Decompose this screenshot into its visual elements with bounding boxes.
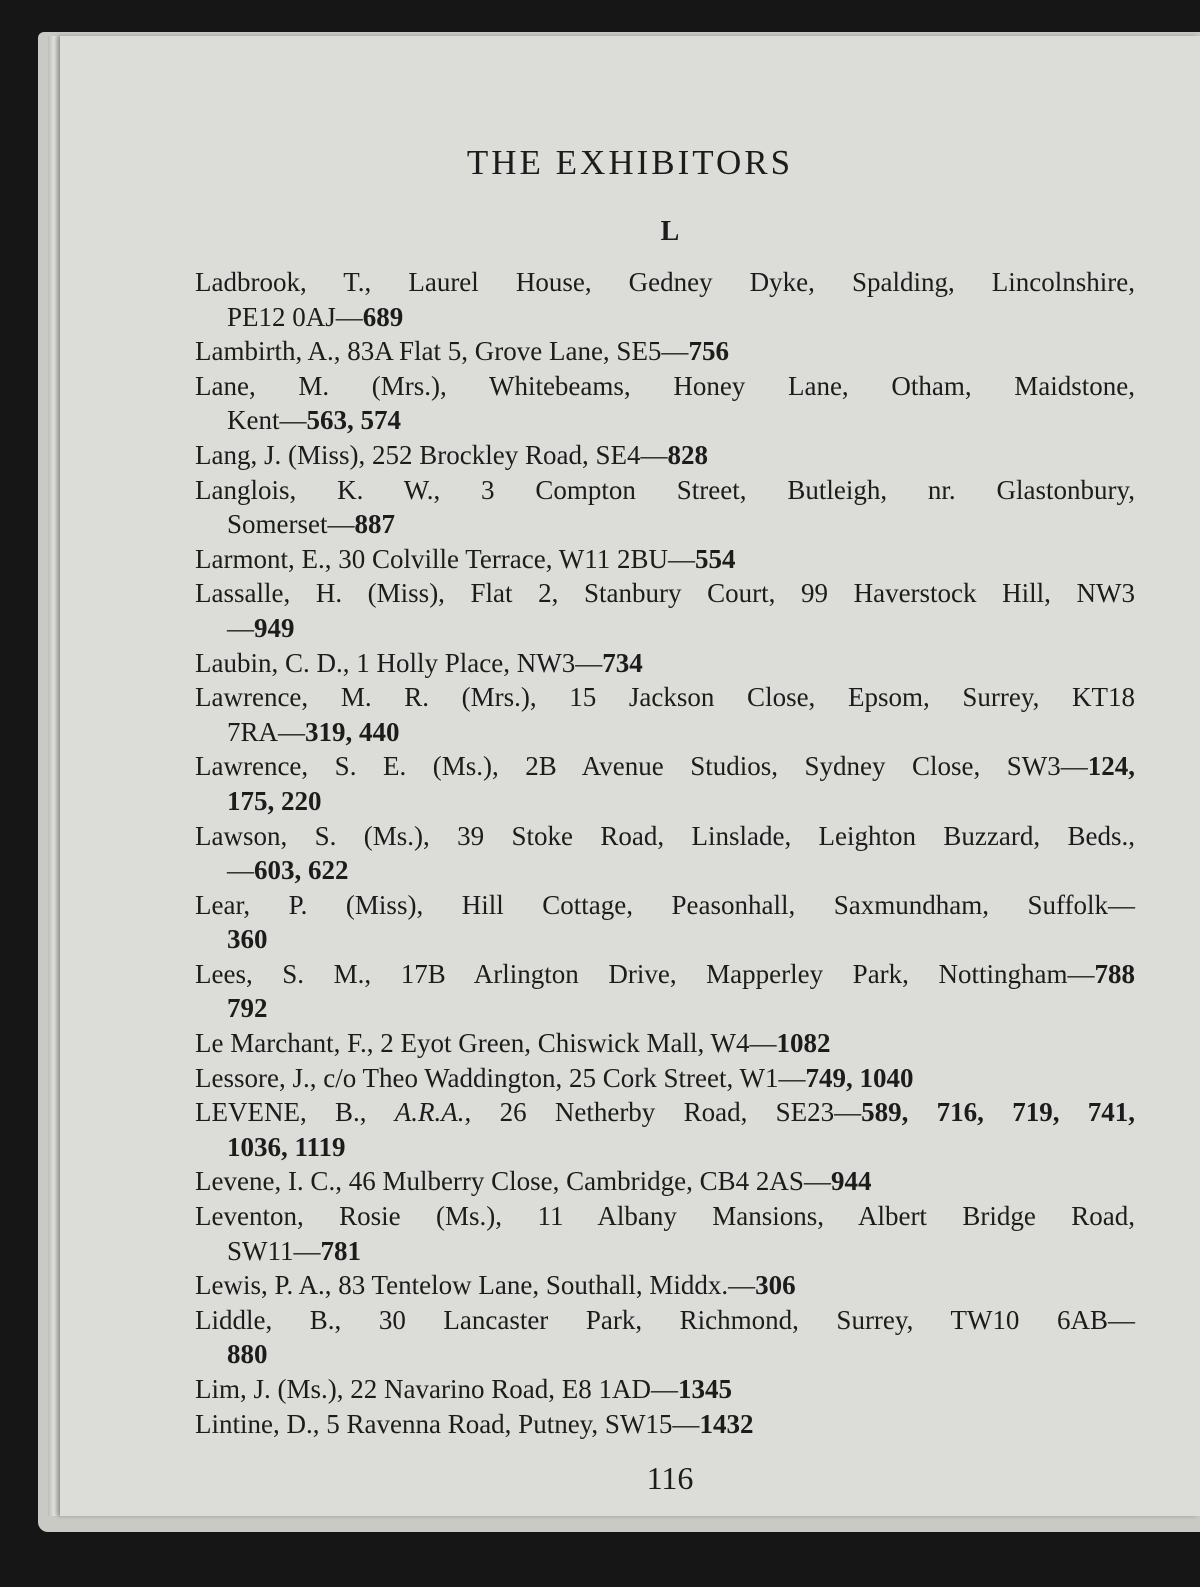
exhibitor-name: LEVENE, B.,	[195, 1097, 395, 1128]
catalogue-numbers: 589, 716, 719, 741,	[861, 1097, 1135, 1128]
entry-address: Lintine, D., 5 Ravenna Road, Putney, SW15—	[195, 1408, 700, 1439]
catalogue-numbers: 689	[362, 301, 404, 332]
entry-address: Ladbrook, T., Laurel House, Gedney Dyke, Spalding, Lincolnshire,	[195, 267, 1135, 297]
catalogue-numbers: 781	[320, 1235, 361, 1266]
entry-address: Larmont, E., 30 Colville Terrace, W11 2BU—	[195, 543, 696, 574]
entry-continuation-line	[195, 300, 1135, 335]
catalogue-numbers: 734	[602, 647, 643, 678]
exhibitor-entry	[195, 473, 1135, 542]
catalogue-numbers: 554	[695, 543, 736, 574]
entry-line	[195, 749, 1135, 784]
entry-address: Lawrence, S. E. (Ms.), 2B Avenue Studios, Sydney Close, SW3—	[195, 751, 1088, 782]
catalogue-numbers: 306	[755, 1270, 796, 1301]
exhibitor-entry	[195, 1026, 1135, 1061]
entry-line	[195, 473, 1135, 508]
entry-line	[195, 576, 1135, 611]
entry-line	[195, 1095, 1135, 1130]
section-letter: L	[660, 216, 680, 247]
entry-address: Lawrence, M. R. (Mrs.), 15 Jackson Close, Epsom, Surrey, KT18	[195, 682, 1135, 713]
catalogue-numbers: 124,	[1087, 751, 1135, 782]
entry-continuation-line	[195, 922, 1135, 957]
entry-address: SW11—	[227, 1235, 321, 1266]
entry-line	[195, 646, 1135, 681]
catalogue-numbers: 319, 440	[305, 716, 400, 747]
exhibitor-entry	[195, 576, 1135, 645]
catalogue-numbers: 944	[830, 1166, 872, 1197]
exhibitor-entry	[195, 646, 1135, 681]
exhibitor-list	[195, 265, 1135, 1441]
entry-address: Liddle, B., 30 Lancaster Park, Richmond, Surrey, TW10 6AB—	[195, 1304, 1135, 1335]
catalogue-numbers: 756	[688, 336, 729, 367]
entry-address: Lambirth, A., 83A Flat 5, Grove Lane, SE5—	[195, 336, 689, 367]
catalogue-numbers: 828	[667, 439, 708, 470]
entry-line	[195, 888, 1135, 923]
entry-address: Laubin, C. D., 1 Holly Place, NW3—	[195, 647, 603, 678]
catalogue-numbers: 788	[1094, 958, 1135, 989]
entry-address: Lane, M. (Mrs.), Whitebeams, Honey Lane, Otham, Maidstone,	[195, 370, 1135, 401]
entry-address: Lang, J. (Miss), 252 Brockley Road, SE4—	[195, 439, 668, 470]
entry-line	[195, 334, 1135, 369]
entry-address: Lewis, P. A., 83 Tentelow Lane, Southall, Middx.—	[195, 1270, 756, 1301]
catalogue-numbers: 1432	[699, 1408, 754, 1439]
exhibitor-entry	[195, 438, 1135, 473]
exhibitor-entry	[195, 819, 1135, 888]
entry-continuation-line	[195, 403, 1135, 438]
entry-line	[195, 1407, 1135, 1442]
entry-address: Lessore, J., c/o Theo Waddington, 25 Cork Street, W1—	[195, 1062, 806, 1093]
exhibitor-entry	[195, 1268, 1135, 1303]
exhibitor-entry	[195, 888, 1135, 957]
entry-address: Langlois, K. W., 3 Compton Street, Butleigh, nr. Glastonbury,	[195, 474, 1135, 505]
exhibitor-entry	[195, 957, 1135, 1026]
entry-address: Leventon, Rosie (Ms.), 11 Albany Mansions, Albert Bridge Road,	[195, 1201, 1135, 1232]
exhibitor-entry	[195, 1407, 1135, 1442]
page-header: THE EXHIBITORS	[466, 143, 794, 182]
entry-line	[195, 1268, 1135, 1303]
catalogue-numbers: 887	[354, 509, 395, 540]
entry-line	[195, 957, 1135, 992]
catalogue-numbers: 792	[227, 993, 268, 1024]
entry-address: —	[227, 855, 254, 886]
entry-address: Lear, P. (Miss), Hill Cottage, Peasonhall, Saxmundham, Suffolk—	[195, 889, 1135, 920]
entry-address: , 26 Netherby Road, SE23—	[464, 1097, 862, 1128]
catalogue-numbers: 603, 622	[254, 855, 349, 886]
entry-continuation-line	[195, 1130, 1135, 1165]
entry-address: PE12 0AJ—	[227, 301, 363, 332]
entry-address: 7RA—	[227, 716, 306, 747]
exhibitor-entry	[195, 334, 1135, 369]
entry-address: Somerset—	[227, 509, 355, 540]
entry-line	[195, 1026, 1135, 1061]
entry-address: Lees, S. M., 17B Arlington Drive, Mapperley Park, Nottingham—	[195, 958, 1095, 989]
entry-address: Lawson, S. (Ms.), 39 Stoke Road, Linslade, Leighton Buzzard, Beds.,	[195, 820, 1135, 851]
entry-line	[195, 1199, 1135, 1234]
entry-line	[195, 1164, 1135, 1199]
entry-continuation-line	[195, 715, 1135, 750]
exhibitor-entry	[195, 542, 1135, 577]
catalogue-numbers: 175, 220	[227, 785, 322, 816]
exhibitor-entry	[195, 1095, 1135, 1164]
exhibitor-entry	[195, 1372, 1135, 1407]
exhibitor-entry	[195, 1303, 1135, 1372]
catalogue-numbers: 949	[254, 612, 295, 643]
catalogue-numbers: 1036, 1119	[227, 1131, 346, 1162]
entry-line	[195, 1303, 1135, 1338]
exhibitor-entry	[195, 369, 1135, 438]
entry-line	[195, 542, 1135, 577]
exhibitor-entry	[195, 265, 1135, 334]
entry-address: Kent—	[227, 405, 307, 436]
exhibitor-entry	[195, 1199, 1135, 1268]
entry-continuation-line	[195, 991, 1135, 1026]
entry-continuation-line	[195, 1337, 1135, 1372]
entry-address: Levene, I. C., 46 Mulberry Close, Cambridge, CB4 2AS—	[195, 1166, 831, 1197]
entry-line	[195, 265, 1135, 300]
entry-line	[195, 1061, 1135, 1096]
exhibitor-entry	[195, 1164, 1135, 1199]
exhibitor-entry	[195, 1061, 1135, 1096]
exhibitor-entry	[195, 680, 1135, 749]
entry-continuation-line	[195, 611, 1135, 646]
catalogue-numbers: 360	[227, 924, 268, 955]
entry-address: Le Marchant, F., 2 Eyot Green, Chiswick Mall, W4—	[195, 1028, 777, 1059]
entry-line	[195, 1372, 1135, 1407]
catalogue-numbers: 1345	[677, 1374, 732, 1404]
catalogue-numbers: 749, 1040	[805, 1062, 914, 1093]
entry-address: Lim, J. (Ms.), 22 Navarino Road, E8 1AD—	[195, 1374, 678, 1404]
catalogue-numbers: 880	[227, 1339, 268, 1370]
entry-line	[195, 438, 1135, 473]
page-edge	[48, 36, 60, 1516]
entry-line	[195, 680, 1135, 715]
catalogue-numbers: 1082	[776, 1028, 831, 1059]
catalogue-numbers: 563, 574	[306, 405, 401, 436]
entry-continuation-line	[195, 1234, 1135, 1269]
entry-line	[195, 819, 1135, 854]
entry-continuation-line	[195, 853, 1135, 888]
entry-address: Lassalle, H. (Miss), Flat 2, Stanbury Court, 99 Haverstock Hill, NW3	[195, 578, 1135, 609]
exhibitor-entry	[195, 749, 1135, 818]
page-number: 116	[646, 1460, 694, 1496]
entry-continuation-line	[195, 507, 1135, 542]
entry-address: —	[227, 612, 254, 643]
entry-continuation-line	[195, 784, 1135, 819]
entry-line	[195, 369, 1135, 404]
honorific-title: A.R.A.	[394, 1097, 465, 1128]
